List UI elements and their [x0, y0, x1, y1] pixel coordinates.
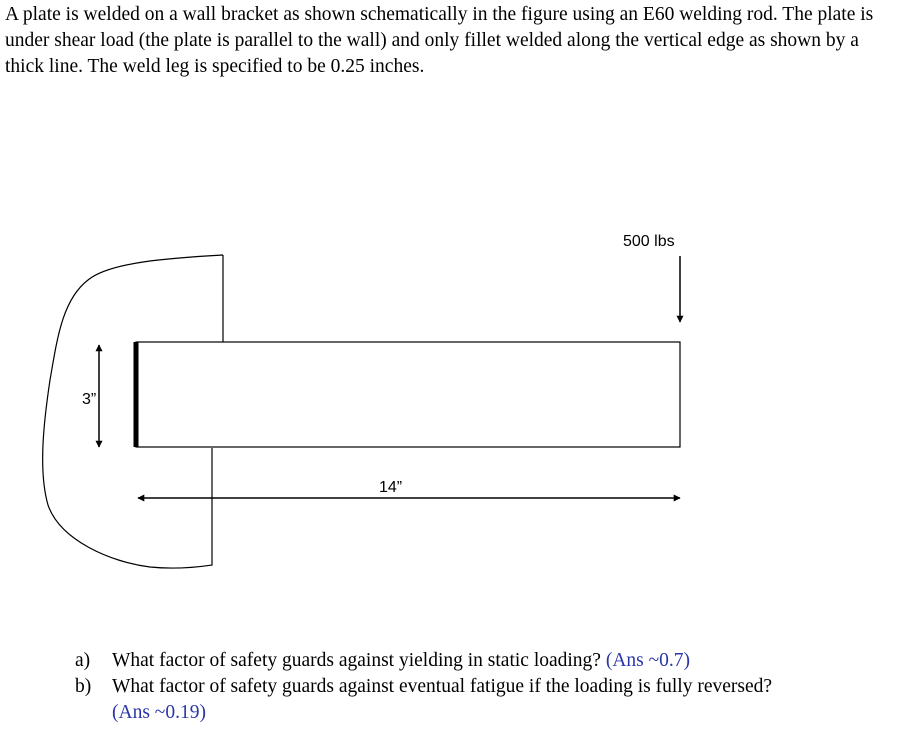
question-text: What factor of safety guards against yielding in static loading?: [112, 650, 601, 671]
height-dimension-label: 3”: [82, 391, 97, 408]
question-letter: b): [75, 676, 92, 697]
length-dimension-label: 14”: [379, 479, 403, 496]
problem-statement: A plate is welded on a wall bracket as shown schematically in the figure using an E60 welding rod. The plate is under shear load (the plate is parallel to the wall) and only fillet welded along the vertical edge as shown by a thick line. The weld leg is specified to be 0.25 inches.: [5, 4, 874, 77]
plate: [136, 342, 680, 447]
question-letter: a): [75, 650, 91, 671]
question-text: What factor of safety guards against eventual fatigue if the loading is fully reversed?: [112, 676, 773, 697]
question-b: [75, 674, 905, 700]
answer-hint: (Ans ~0.19): [112, 702, 206, 723]
load-label: 500 lbs: [623, 233, 675, 250]
question-list: [75, 648, 905, 726]
answer-hint: (Ans ~0.7): [605, 650, 691, 671]
question-a: [75, 648, 905, 674]
